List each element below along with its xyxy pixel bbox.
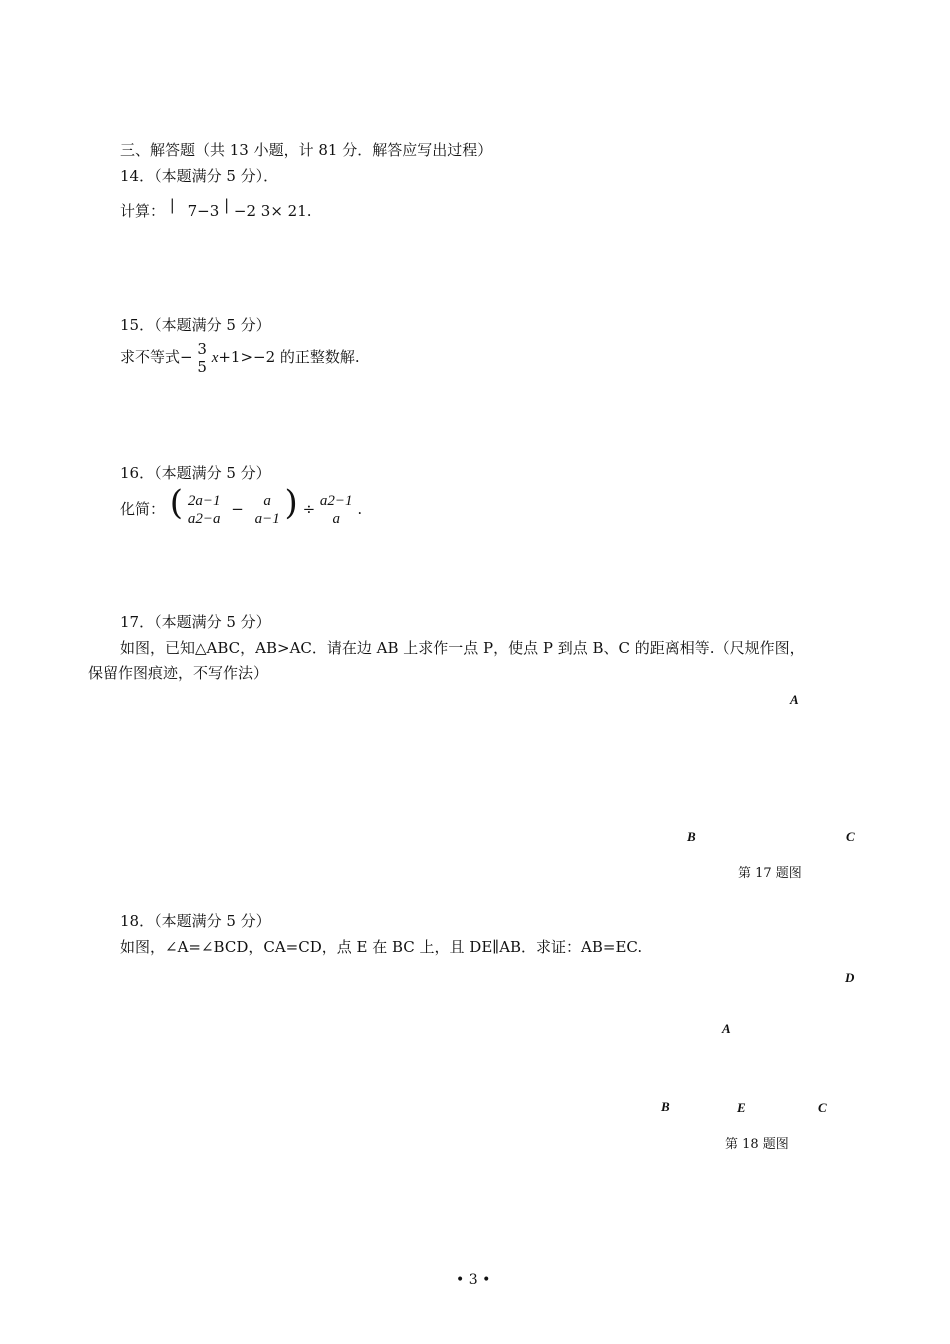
- q16-frac2-den: a−1: [254, 511, 280, 527]
- q16-fraction-3: [320, 492, 353, 528]
- q15-frac-den: 5: [197, 358, 207, 376]
- q16-right-paren: ): [284, 483, 298, 523]
- q15-var: x: [211, 350, 219, 366]
- q16-minus: −: [231, 500, 244, 518]
- page-number: • 3 •: [456, 1272, 491, 1288]
- q17-line1: 如图，已知△ABC，AB>AC．请在边 AB 上求作一点 P，使点 P 到点 B、C 的距离相等.（尺规作图，: [120, 639, 805, 657]
- q17-line2: 保留作图痕迹，不写作法）: [88, 664, 269, 682]
- q18-title: 18．（本题满分 5 分）: [120, 912, 271, 930]
- q14-title: 14．（本题满分 5 分）．: [120, 167, 279, 185]
- q18-point-a: A: [722, 1021, 731, 1036]
- q14-abs-right: |: [224, 196, 230, 214]
- q14-expression: [120, 196, 312, 221]
- q15-prefix: 求不等式−: [120, 348, 193, 366]
- q17-caption: 第 17 题图: [738, 866, 802, 881]
- q18-point-d: D: [845, 970, 855, 985]
- q16-prefix: 化简：: [120, 500, 166, 518]
- q14-prefix: 计算：: [120, 202, 166, 220]
- q16-title: 16．（本题满分 5 分）: [120, 464, 271, 482]
- q16-divide: ÷: [302, 500, 316, 518]
- q16-frac2-num: a: [263, 493, 271, 509]
- q15-rest: +1>−2 的正整数解.: [218, 348, 360, 366]
- q16-fraction-2: [255, 492, 280, 528]
- q16-fraction-1: [188, 492, 221, 528]
- q14-inner: 7−3: [187, 202, 220, 220]
- q16-frac3-num: a2−1: [319, 493, 353, 509]
- q16-frac1-den: a2−a: [187, 511, 221, 527]
- q18-caption: 第 18 题图: [725, 1137, 789, 1152]
- q17-point-c: C: [846, 829, 855, 844]
- q15-fraction: [197, 340, 207, 376]
- q18-point-b: B: [661, 1099, 670, 1114]
- q14-abs-left: |: [169, 196, 175, 214]
- q17-point-a: A: [790, 692, 799, 707]
- q18-line1: 如图，∠A=∠BCD，CA=CD，点 E 在 BC 上，且 DE∥AB．求证：AB=EC.: [120, 938, 643, 956]
- q16-expression: [120, 483, 363, 528]
- q16-left-paren: (: [169, 483, 184, 523]
- section-header: 三、解答题（共 13 小题，计 81 分．解答应写出过程）: [120, 141, 493, 159]
- q15-frac-num: 3: [197, 340, 207, 358]
- q16-frac3-den: a: [332, 511, 340, 527]
- q17-point-b: B: [687, 829, 696, 844]
- q15-expression: [120, 340, 360, 376]
- q16-frac1-num: 2a−1: [187, 493, 221, 509]
- q14-rest: −2 3× 21.: [233, 202, 312, 220]
- q18-point-e: E: [737, 1100, 746, 1115]
- q18-point-c: C: [818, 1100, 827, 1115]
- q16-end: .: [357, 500, 363, 518]
- q17-title: 17．（本题满分 5 分）: [120, 613, 271, 631]
- q15-title: 15．（本题满分 5 分）: [120, 316, 271, 334]
